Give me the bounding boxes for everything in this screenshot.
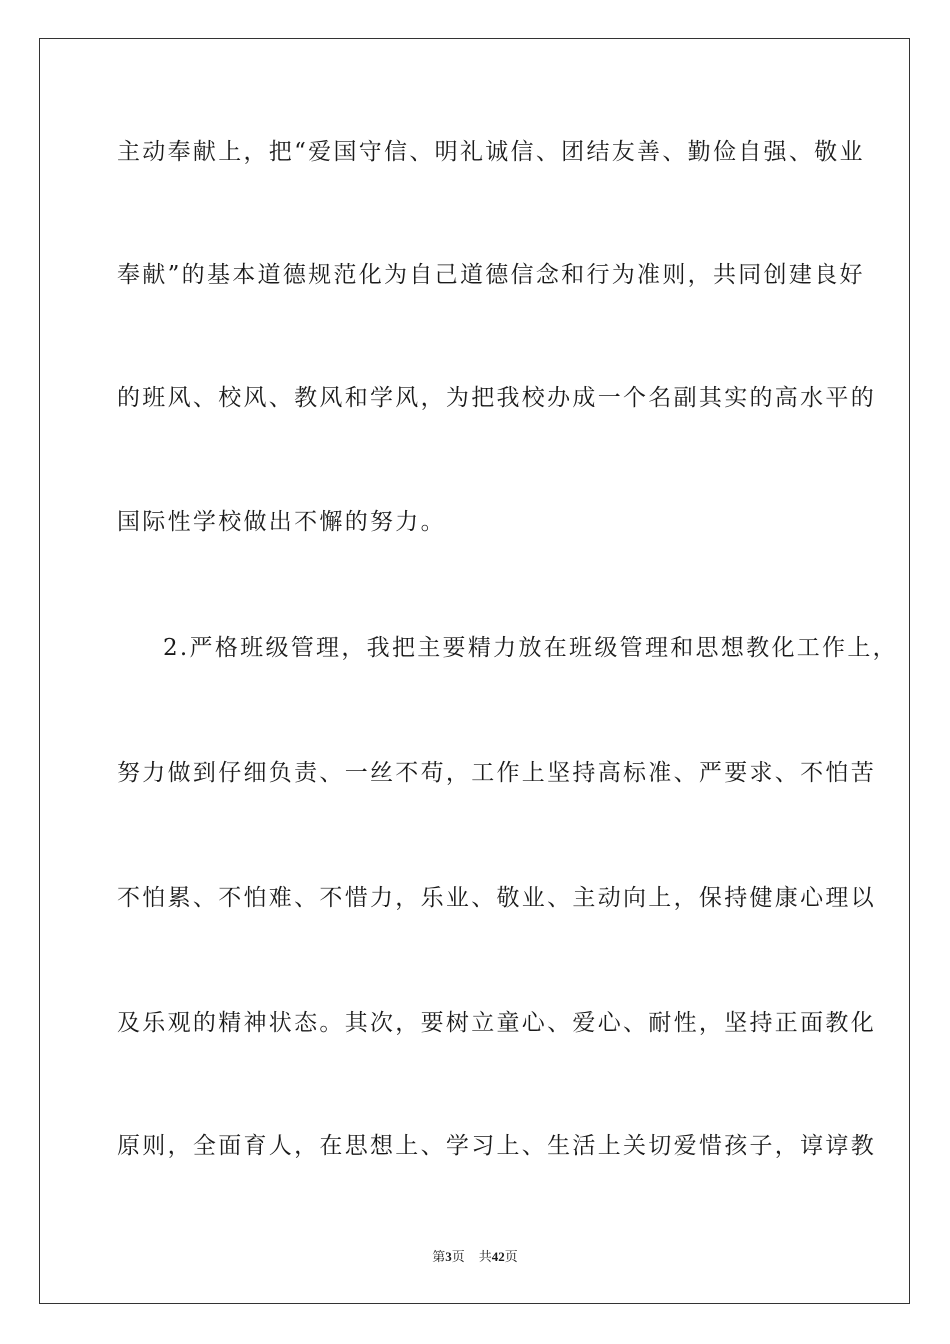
body-text-line: 及乐观的精神状态。其次，要树立童心、爱心、耐性，坚持正面教化: [117, 1010, 876, 1036]
body-text-line: 不怕累、不怕难、不惜力，乐业、敬业、主动向上，保持健康心理以: [117, 885, 876, 911]
footer-total-pages: 42: [491, 1249, 505, 1264]
body-text-line: 主动奉献上，把“爱国守信、明礼诚信、团结友善、勤俭自强、敬业: [117, 139, 865, 165]
body-text-line: 2.严格班级管理，我把主要精力放在班级管理和思想教化工作上，: [163, 635, 898, 661]
body-text-line: 奉献”的基本道德规范化为自己道德信念和行为准则，共同创建良好: [117, 262, 865, 288]
footer-page-number: 3: [445, 1249, 452, 1264]
body-text-line: 的班风、校风、教风和学风，为把我校办成一个名副其实的高水平的: [117, 385, 876, 411]
body-text-line: 原则，全面育人，在思想上、学习上、生活上关切爱惜孩子，谆谆教: [117, 1133, 876, 1159]
body-text-line: 国际性学校做出不懈的努力。: [117, 509, 446, 535]
footer-total-prefix: 共: [478, 1250, 492, 1265]
footer-page-prefix: 第: [432, 1250, 446, 1265]
body-text-line: 努力做到仔细负责、一丝不苟，工作上坚持高标准、严要求、不怕苦: [117, 760, 876, 786]
page-frame: [39, 38, 910, 1304]
footer-total-suffix: 页: [504, 1250, 518, 1265]
page-footer: [0, 1247, 950, 1268]
footer-page-suffix: 页: [451, 1250, 465, 1265]
